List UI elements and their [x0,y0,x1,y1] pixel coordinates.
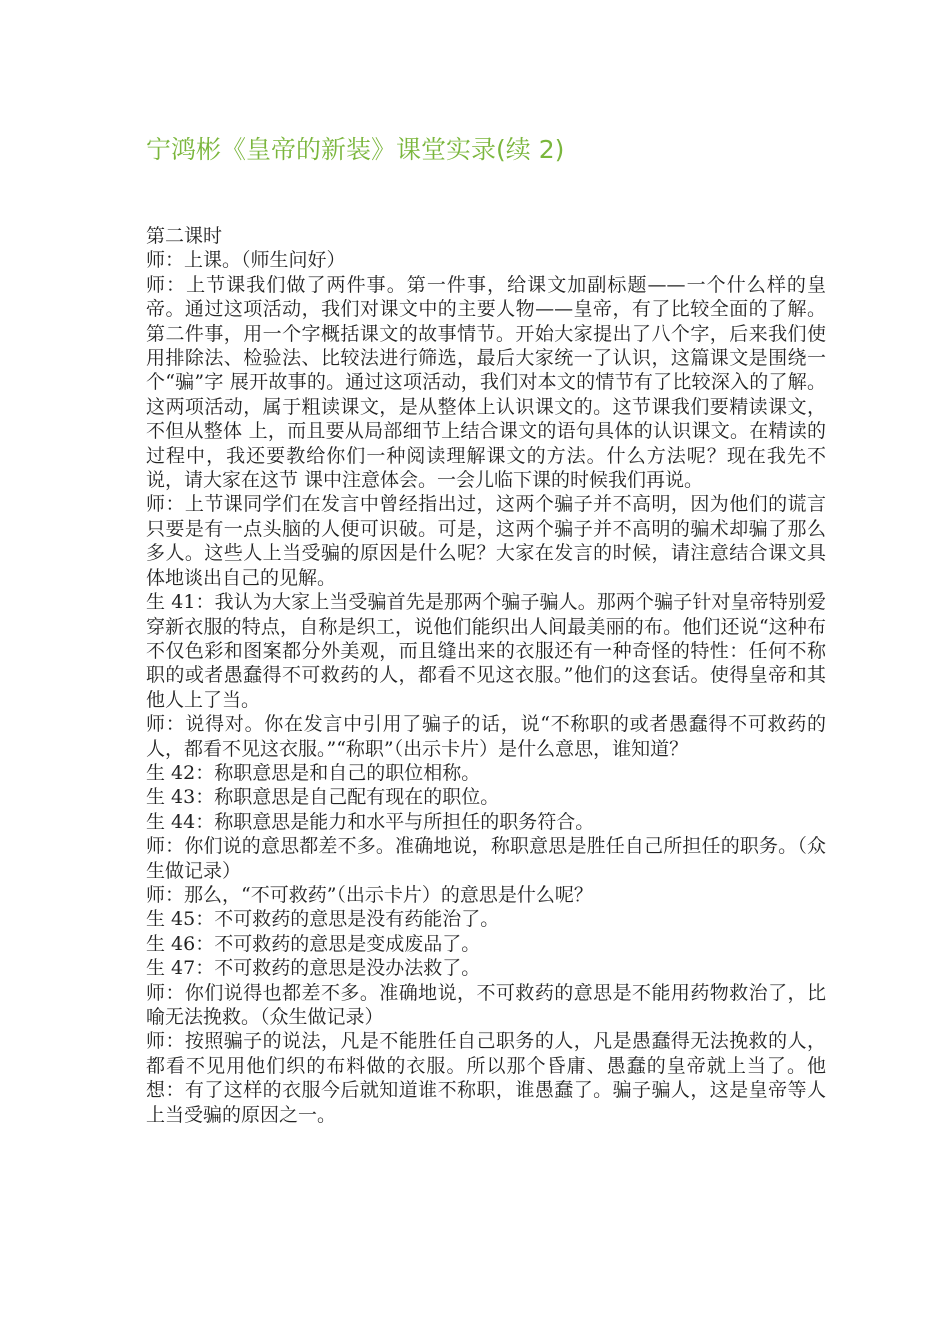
document-body [146,224,826,1127]
paragraph: 师：按照骗子的说法，凡是不能胜任自己职务的人，凡是愚蠢得无法挽救的人，都看不见用他们织的布料做的衣服。所以那个昏庸、愚蠢的皇帝就上当了。他想：有了这样的衣服今后就知道谁不称职，谁愚蠢了。骗子骗人，这是皇帝等人上当受骗的原因之一。 [146,1030,826,1126]
paragraph: 师：上课。（师生问好） [146,249,346,272]
paragraph: 师：你们说得也都差不多。准确地说，不可救药的意思是不能用药物救治了，比喻无法挽救。（众生做记录） [146,981,826,1028]
paragraph: 师：那么，“不可救药”（出示卡片）的意思是什么呢？ [146,883,593,906]
paragraph: 师：你们说的意思都差不多。准确地说，称职意思是胜任自己所担任的职务。（众生做记录） [146,835,826,882]
paragraph: 师：上节课我们做了两件事。第一件事，给课文加副标题——一个什么样的皇帝。通过这项活动，我们对课文中的主要人物——皇帝，有了比较全面的了解。第二件事，用一个字概括课文的故事情节。开始大家提出了八个字，后来我们使用排除法、检验法、比较法进行筛选，最后大家统一了认识，这篇课文是围绕一个“骗”字 展开故事的。通过这项活动，我们对本文的情节有了比较深入的了解。这两项活动，属于粗读课文，是从整体上认识课文的。这节课我们要精读课文，不但从整体 上，而且要从局部细节上结合课文的语句具体的认识课文。在精读的过程中，我还要教给你们一种阅读理解课文的方法。什么方法呢？现在我先不说，请大家在这节 课中注意体会。一会儿临下课的时候我们再说。 [146,273,826,492]
paragraph: 师：说得对。你在发言中引用了骗子的话，说“不称职的或者愚蠢得不可救药的人，都看不见这衣服。”“称职”（出示卡片）是什么意思，谁知道？ [146,713,826,760]
paragraph: 生 41：我认为大家上当受骗首先是那两个骗子骗人。那两个骗子针对皇帝特别爱穿新衣服的特点，自称是织工，说他们能织出人间最美丽的布。他们还说“这种布不仅色彩和图案都分外美观，而且缝出来的衣服还有一种奇怪的特性：任何不称职的或者愚蠢得不可救药的人，都看不见这衣服。”他们的这套话。使得皇帝和其他人上了当。 [146,591,826,711]
paragraph: 师：上节课同学们在发言中曾经指出过，这两个骗子并不高明，因为他们的谎言只要是有一点头脑的人便可识破。可是，这两个骗子并不高明的骗术却骗了那么多人。这些人上当受骗的原因是什么呢？大家在发言的时候，请注意结合课文具体地谈出自己的见解。 [146,493,826,589]
paragraph: 生 43：称职意思是自己配有现在的职位。 [146,786,500,809]
paragraph: 生 44：称职意思是能力和水平与所担任的职务符合。 [146,810,595,833]
document-title: 宁鸿彬《皇帝的新装》课堂实录(续 2) [146,135,565,164]
paragraph: 生 45：不可救药的意思是没有药能治了。 [146,908,500,931]
paragraph: 生 47：不可救药的意思是没办法救了。 [146,957,481,980]
paragraph-lesson-heading: 第二课时 [146,225,223,247]
paragraph: 生 42：称职意思是和自己的职位相称。 [146,761,481,784]
paragraph: 生 46：不可救药的意思是变成废品了。 [146,932,481,955]
